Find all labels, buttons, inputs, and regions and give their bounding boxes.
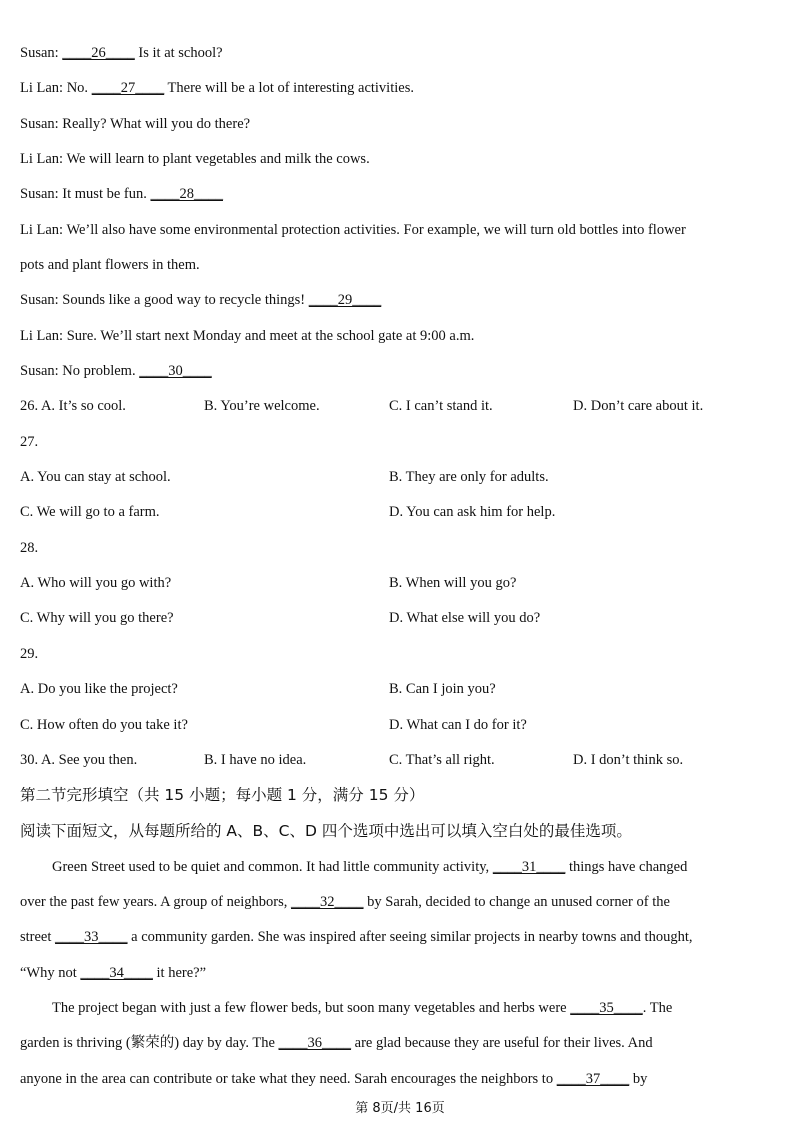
option-28-b: B. When will you go?	[389, 575, 517, 591]
option-29-a: A. Do you like the project?	[20, 681, 178, 697]
passage-line: anyone in the area can contribute or take what they need. Sarah encourages the neighbors to ____37____ by	[20, 1071, 648, 1087]
blank-34: ____34____	[80, 965, 153, 981]
section-heading: 第二节完形填空（共 15 小题；每小题 1 分，满分 15 分）	[20, 786, 425, 804]
section-instruction: 阅读下面短文，从每题所给的 A、B、C、D 四个选项中选出可以填入空白处的最佳选项。	[20, 822, 632, 840]
blank-29: ____29____	[308, 292, 382, 308]
question-number-27: 27.	[20, 434, 39, 450]
option-29-b: B. Can I join you?	[389, 681, 496, 697]
option-30-b: B. I have no idea.	[204, 752, 307, 768]
dialogue-line-26: Susan: ____26____ Is it at school?	[20, 45, 223, 61]
question-number-28: 28.	[20, 540, 39, 556]
dialogue-line-29: Susan: Sounds like a good way to recycle things! ____29____	[20, 292, 382, 308]
blank-32: ____32____	[291, 894, 364, 910]
passage-line: street ____33____ a community garden. She was inspired after seeing similar projects in nearby towns and thought,	[20, 929, 693, 945]
option-27-a: A. You can stay at school.	[20, 469, 171, 485]
option-26-c: C. I can’t stand it.	[389, 398, 493, 414]
option-27-c: C. We will go to a farm.	[20, 504, 160, 520]
option-29-c: C. How often do you take it?	[20, 717, 188, 733]
option-26-a: 26. A. It’s so cool.	[20, 398, 126, 414]
page-number: 第 8页/共 16页	[355, 1101, 445, 1116]
dialogue-line: pots and plant flowers in them.	[20, 257, 200, 273]
option-27-d: D. You can ask him for help.	[389, 504, 556, 520]
blank-28: ____28____	[150, 186, 223, 202]
option-30-a: 30. A. See you then.	[20, 752, 138, 768]
dialogue-line-27: Li Lan: No. ____27____ There will be a lot of interesting activities.	[20, 80, 414, 96]
blank-36: ____36____	[278, 1035, 352, 1051]
dialogue-line: Susan: Really? What will you do there?	[20, 116, 251, 132]
dialogue-line-30: Susan: No problem. ____30____	[20, 363, 212, 379]
option-30-c: C. That’s all right.	[389, 752, 495, 768]
blank-33: ____33____	[55, 929, 128, 945]
dialogue-line-28: Susan: It must be fun. ____28____	[20, 186, 223, 202]
passage-line: over the past few years. A group of neighbors, ____32____ by Sarah, decided to change an unused corner of the	[20, 894, 670, 910]
passage-line: Green Street used to be quiet and common. It had little community activity, ____31____ things have changed	[52, 859, 688, 875]
blank-27: ____27____	[91, 80, 165, 96]
passage-line: “Why not ____34____ it here?”	[20, 965, 207, 981]
option-30-d: D. I don’t think so.	[573, 752, 684, 768]
blank-35: ____35____	[570, 1000, 643, 1016]
option-28-a: A. Who will you go with?	[20, 575, 172, 591]
dialogue-line: Li Lan: We will learn to plant vegetables and milk the cows.	[20, 151, 370, 167]
option-26-d: D. Don’t care about it.	[573, 398, 704, 414]
option-27-b: B. They are only for adults.	[389, 469, 549, 485]
question-number-29: 29.	[20, 646, 39, 662]
passage-line: garden is thriving (繁荣的) day by day. The ____36____ are glad because they are useful for their lives. And	[20, 1035, 653, 1051]
dialogue-line: Li Lan: Sure. We’ll start next Monday and meet at the school gate at 9:00 a.m.	[20, 328, 475, 344]
blank-37: ____37____	[556, 1071, 630, 1087]
blank-30: ____30____	[139, 363, 212, 379]
blank-31: ____31____	[492, 859, 566, 875]
option-26-b: B. You’re welcome.	[204, 398, 320, 414]
option-28-c: C. Why will you go there?	[20, 610, 174, 626]
option-29-d: D. What can I do for it?	[389, 717, 527, 733]
dialogue-line: Li Lan: We’ll also have some environmental protection activities. For example, we will turn old bottles into flower	[20, 222, 686, 238]
passage-line: The project began with just a few flower beds, but soon many vegetables and herbs were ____35____. The	[52, 1000, 673, 1016]
option-28-d: D. What else will you do?	[389, 610, 541, 626]
blank-26: ____26____	[62, 45, 135, 61]
